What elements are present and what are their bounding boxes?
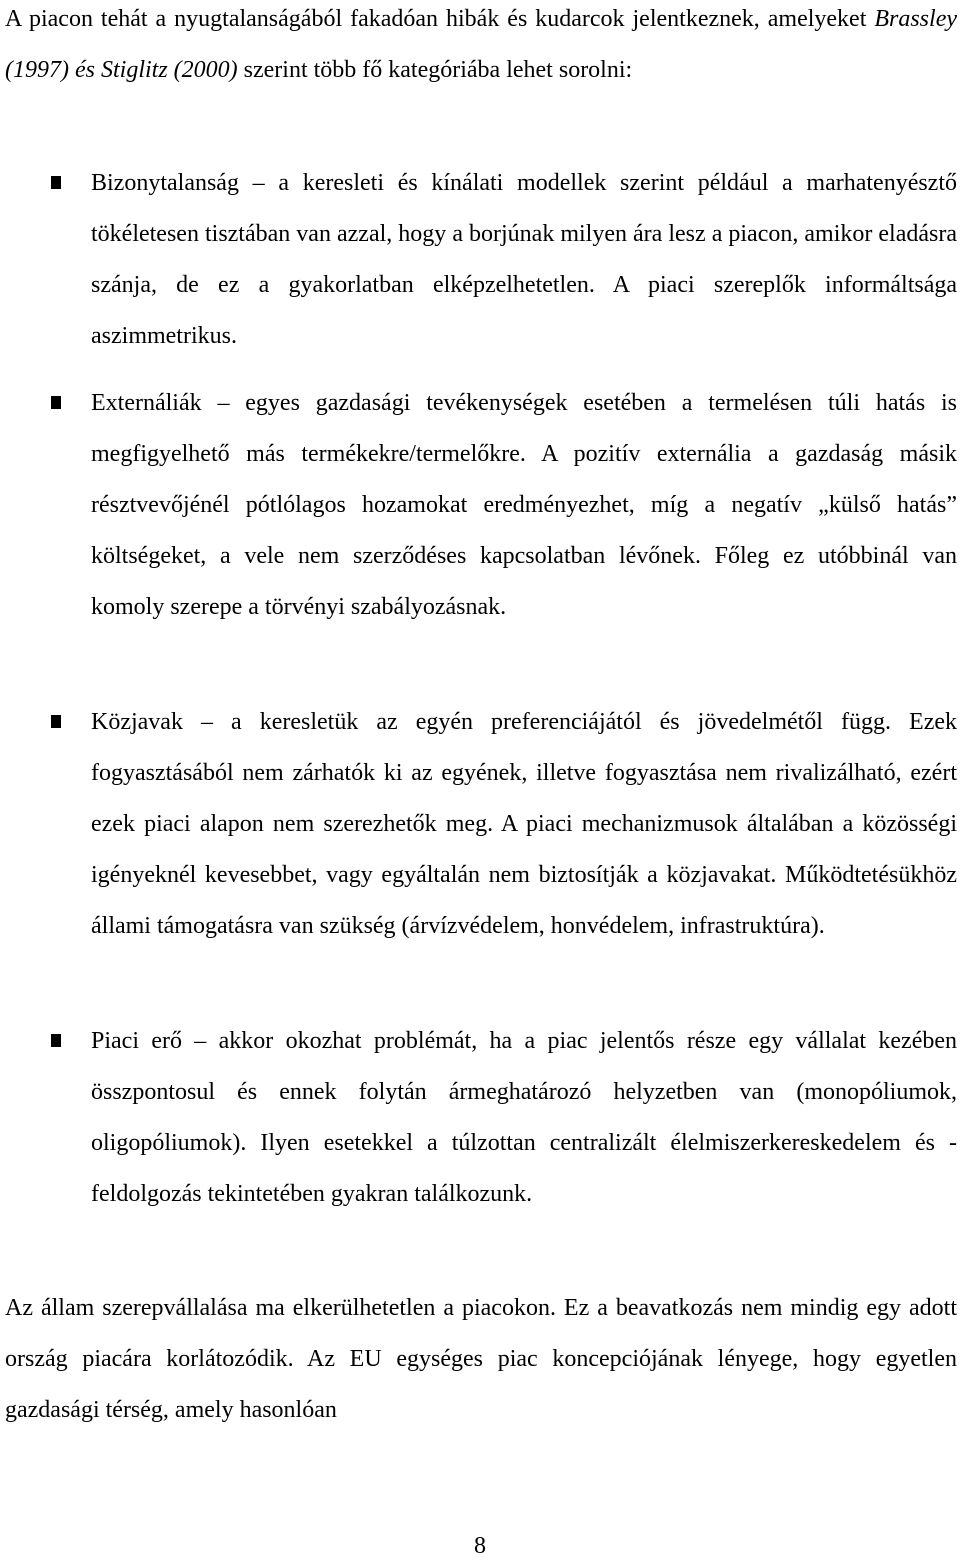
- list-item-public-goods: [91, 697, 957, 952]
- page-number: 8: [474, 1533, 486, 1559]
- list-item-text: Közjavak – a keresletük az egyén preferenciájától és jövedelmétől függ. Ezek fogyasztásából nem zárhatók ki az egyének, illetve fogyasztása nem rivalizálható, ezért ezek piaci alapon nem szerezhetők meg. A piaci mechanizmusok általában a közösségi igényeknél kevesebbet, vagy egyáltalán nem biztosítják a közjavakat. Működtetésükhöz állami támogatásra van szükség (árvízvédelem, honvédelem, infrastruktúra).: [91, 709, 957, 939]
- list-item-text: Externáliák – egyes gazdasági tevékenységek esetében a termelésen túli hatás is megfigyelhető más termékekre/termelőkre. A pozitív externália a gazdaság másik résztvevőjénél pótlólagos hozamokat eredményezhet, míg a negatív „külső hatás” költségeket, a vele nem szerződéses kapcsolatban lévőnek. Főleg ez utóbbinál van komoly szerepe a törvényi szabályozásnak.: [91, 390, 957, 620]
- intro-paragraph: [5, 0, 957, 96]
- list-item-uncertainty: [91, 158, 957, 362]
- list-item-text: Piaci erő – akkor okozhat problémát, ha a piac jelentős része egy vállalat kezében összpontosul és ennek folytán ármeghatározó helyzetben van (monopóliumok, oligopóliumok). Ilyen esetekkel a túlzottan centralizált élelmiszerkereskedelem és -feldolgozás tekintetében gyakran találkozunk.: [91, 1028, 957, 1207]
- intro-citation: Brassley (1997) és Stiglitz (2000): [5, 6, 957, 83]
- list-item-externalities: [91, 378, 957, 633]
- intro-lead-text: A piacon tehát a nyugtalanságából fakadóan hibák és kudarcok jelentkeznek, amelyeket: [5, 6, 875, 32]
- list-item-market-power: [91, 1016, 957, 1220]
- square-bullet-icon: [51, 715, 61, 728]
- square-bullet-icon: [51, 396, 61, 409]
- list-item-text: Bizonytalanság – a keresleti és kínálati modellek szerint például a marhatenyésztő tökéletesen tisztában van azzal, hogy a borjúnak milyen ára lesz a piacon, amikor eladásra szánja, de ez a gyakorlatban elképzelhetetlen. A piaci szereplők informáltsága aszimmetrikus.: [91, 170, 957, 349]
- square-bullet-icon: [51, 1034, 61, 1047]
- square-bullet-icon: [51, 176, 61, 189]
- intro-tail-text: szerint több fő kategóriába lehet sorolni:: [237, 57, 633, 83]
- closing-paragraph: Az állam szerepvállalása ma elkerülhetetlen a piacokon. Ez a beavatkozás nem mindig egy adott ország piacára korlátozódik. Az EU egységes piac koncepciójának lényege, hogy egyetlen gazdasági térség, amely hasonlóan: [5, 1295, 957, 1423]
